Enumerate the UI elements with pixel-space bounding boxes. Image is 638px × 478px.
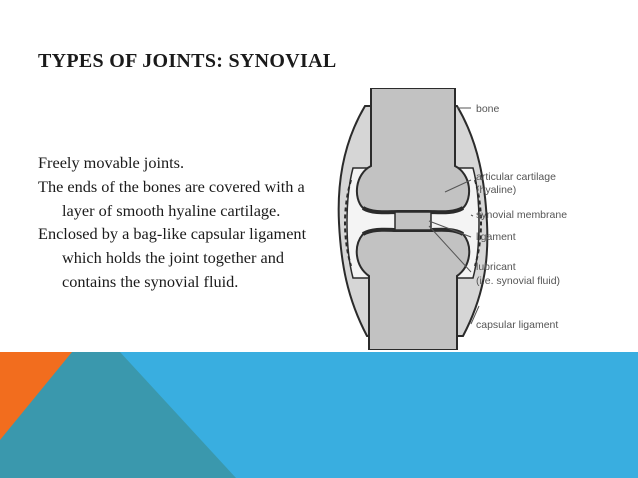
label-articular-cartilage: articular cartilage — [476, 171, 556, 183]
body-text — [38, 151, 328, 294]
paragraph-capsular-ligament: Enclosed by a bag-like capsular ligament which holds the joint together and contains the synovial fluid. — [38, 224, 307, 291]
paragraph-hyaline-cartilage: The ends of the bones are covered with a layer of smooth hyaline cartilage. — [38, 176, 305, 220]
ligament-bridge — [395, 212, 431, 230]
synovial-joint-diagram — [333, 88, 595, 350]
label-lubricant: lubricant — [476, 261, 516, 273]
lower-bone — [357, 230, 470, 350]
label-synovial-membrane: synovial membrane — [476, 209, 568, 221]
label-ligament: ligament — [476, 231, 516, 243]
label-bone: bone — [476, 103, 500, 115]
label-capsular-ligament: capsular ligament — [476, 319, 559, 331]
paragraph-freely-movable: Freely movable joints. — [38, 153, 185, 172]
label-synovial-fluid: (i.e. synovial fluid) — [476, 275, 561, 287]
label-hyaline: (hyaline) — [476, 184, 517, 196]
slide-title: TYPES OF JOINTS: SYNOVIAL — [38, 50, 337, 72]
upper-bone — [357, 88, 469, 212]
